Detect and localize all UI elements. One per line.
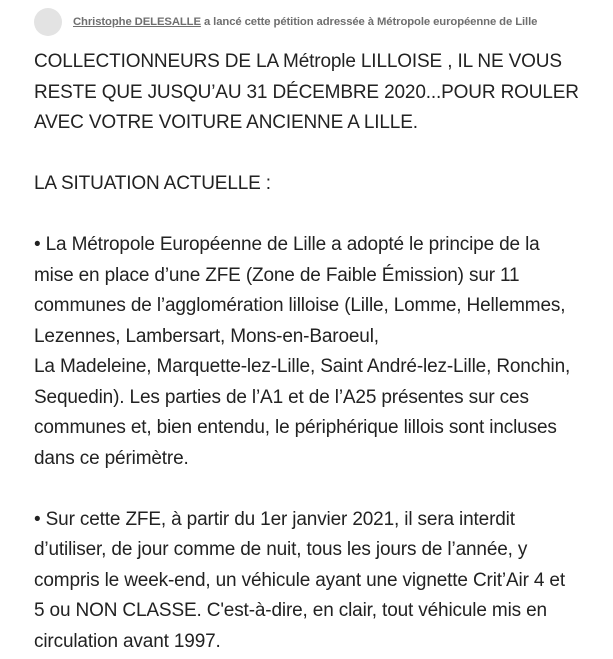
petition-header: [34, 8, 609, 36]
author-name-link[interactable]: Christophe DELESALLE: [73, 16, 201, 28]
bullet-paragraph-ban: [34, 505, 610, 658]
starter-action-text: a lancé cette pétition adressée à Métropole européenne de Lille: [200, 16, 538, 28]
paragraph-line: • Sur cette ZFE, à partir du 1er janvier 2021, il sera interdit: [34, 508, 515, 530]
paragraph-line: d’utiliser, de jour comme de nuit, tous les jours de l’année, y: [34, 539, 528, 560]
bullet-paragraph-zfe: [34, 230, 610, 474]
title-line: AVEC VOTRE VOITURE ANCIENNE A LILLE.: [34, 112, 418, 133]
paragraph-line: • La Métropole Européenne de Lille a adopté le principe de la: [34, 234, 540, 255]
paragraph-line: communes de l’agglomération lilloise (Lille, Lomme, Hellemmes,: [34, 295, 566, 316]
paragraph-line: dans ce périmètre.: [34, 447, 189, 469]
paragraph-line: circulation avant 1997.: [34, 630, 221, 652]
paragraph-line: communes et, bien entendu, le périphérique lillois sont incluses: [34, 417, 557, 438]
paragraph-line: 5 ou NON CLASSE. C'est-à-dire, en clair, tout véhicule mis en: [34, 600, 547, 621]
paragraph-line: Sequedin). Les parties de l’A1 et de l’A25 présentes sur ces: [34, 386, 529, 408]
author-avatar[interactable]: [34, 8, 62, 36]
title-line: COLLECTIONNEURS DE LA Métrople LILLOISE , IL NE VOUS: [34, 51, 562, 72]
paragraph-line: compris le week-end, un véhicule ayant une vignette Crit’Air 4 et: [34, 569, 565, 591]
paragraph-line: La Madeleine, Marquette-lez-Lille, Saint André-lez-Lille, Ronchin,: [34, 356, 571, 377]
petition-title: [34, 47, 610, 139]
title-line: RESTE QUE JUSQU’AU 31 DÉCEMBRE 2020...POUR ROULER: [34, 81, 579, 103]
petition-starter-line: [73, 16, 537, 28]
section-heading: LA SITUATION ACTUELLE :: [34, 173, 271, 194]
paragraph-line: Lezennes, Lambersart, Mons-en-Baroeul,: [34, 325, 379, 347]
paragraph-line: mise en place d’une ZFE (Zone de Faible Émission) sur 11: [34, 264, 520, 286]
petition-body: [34, 47, 610, 657]
